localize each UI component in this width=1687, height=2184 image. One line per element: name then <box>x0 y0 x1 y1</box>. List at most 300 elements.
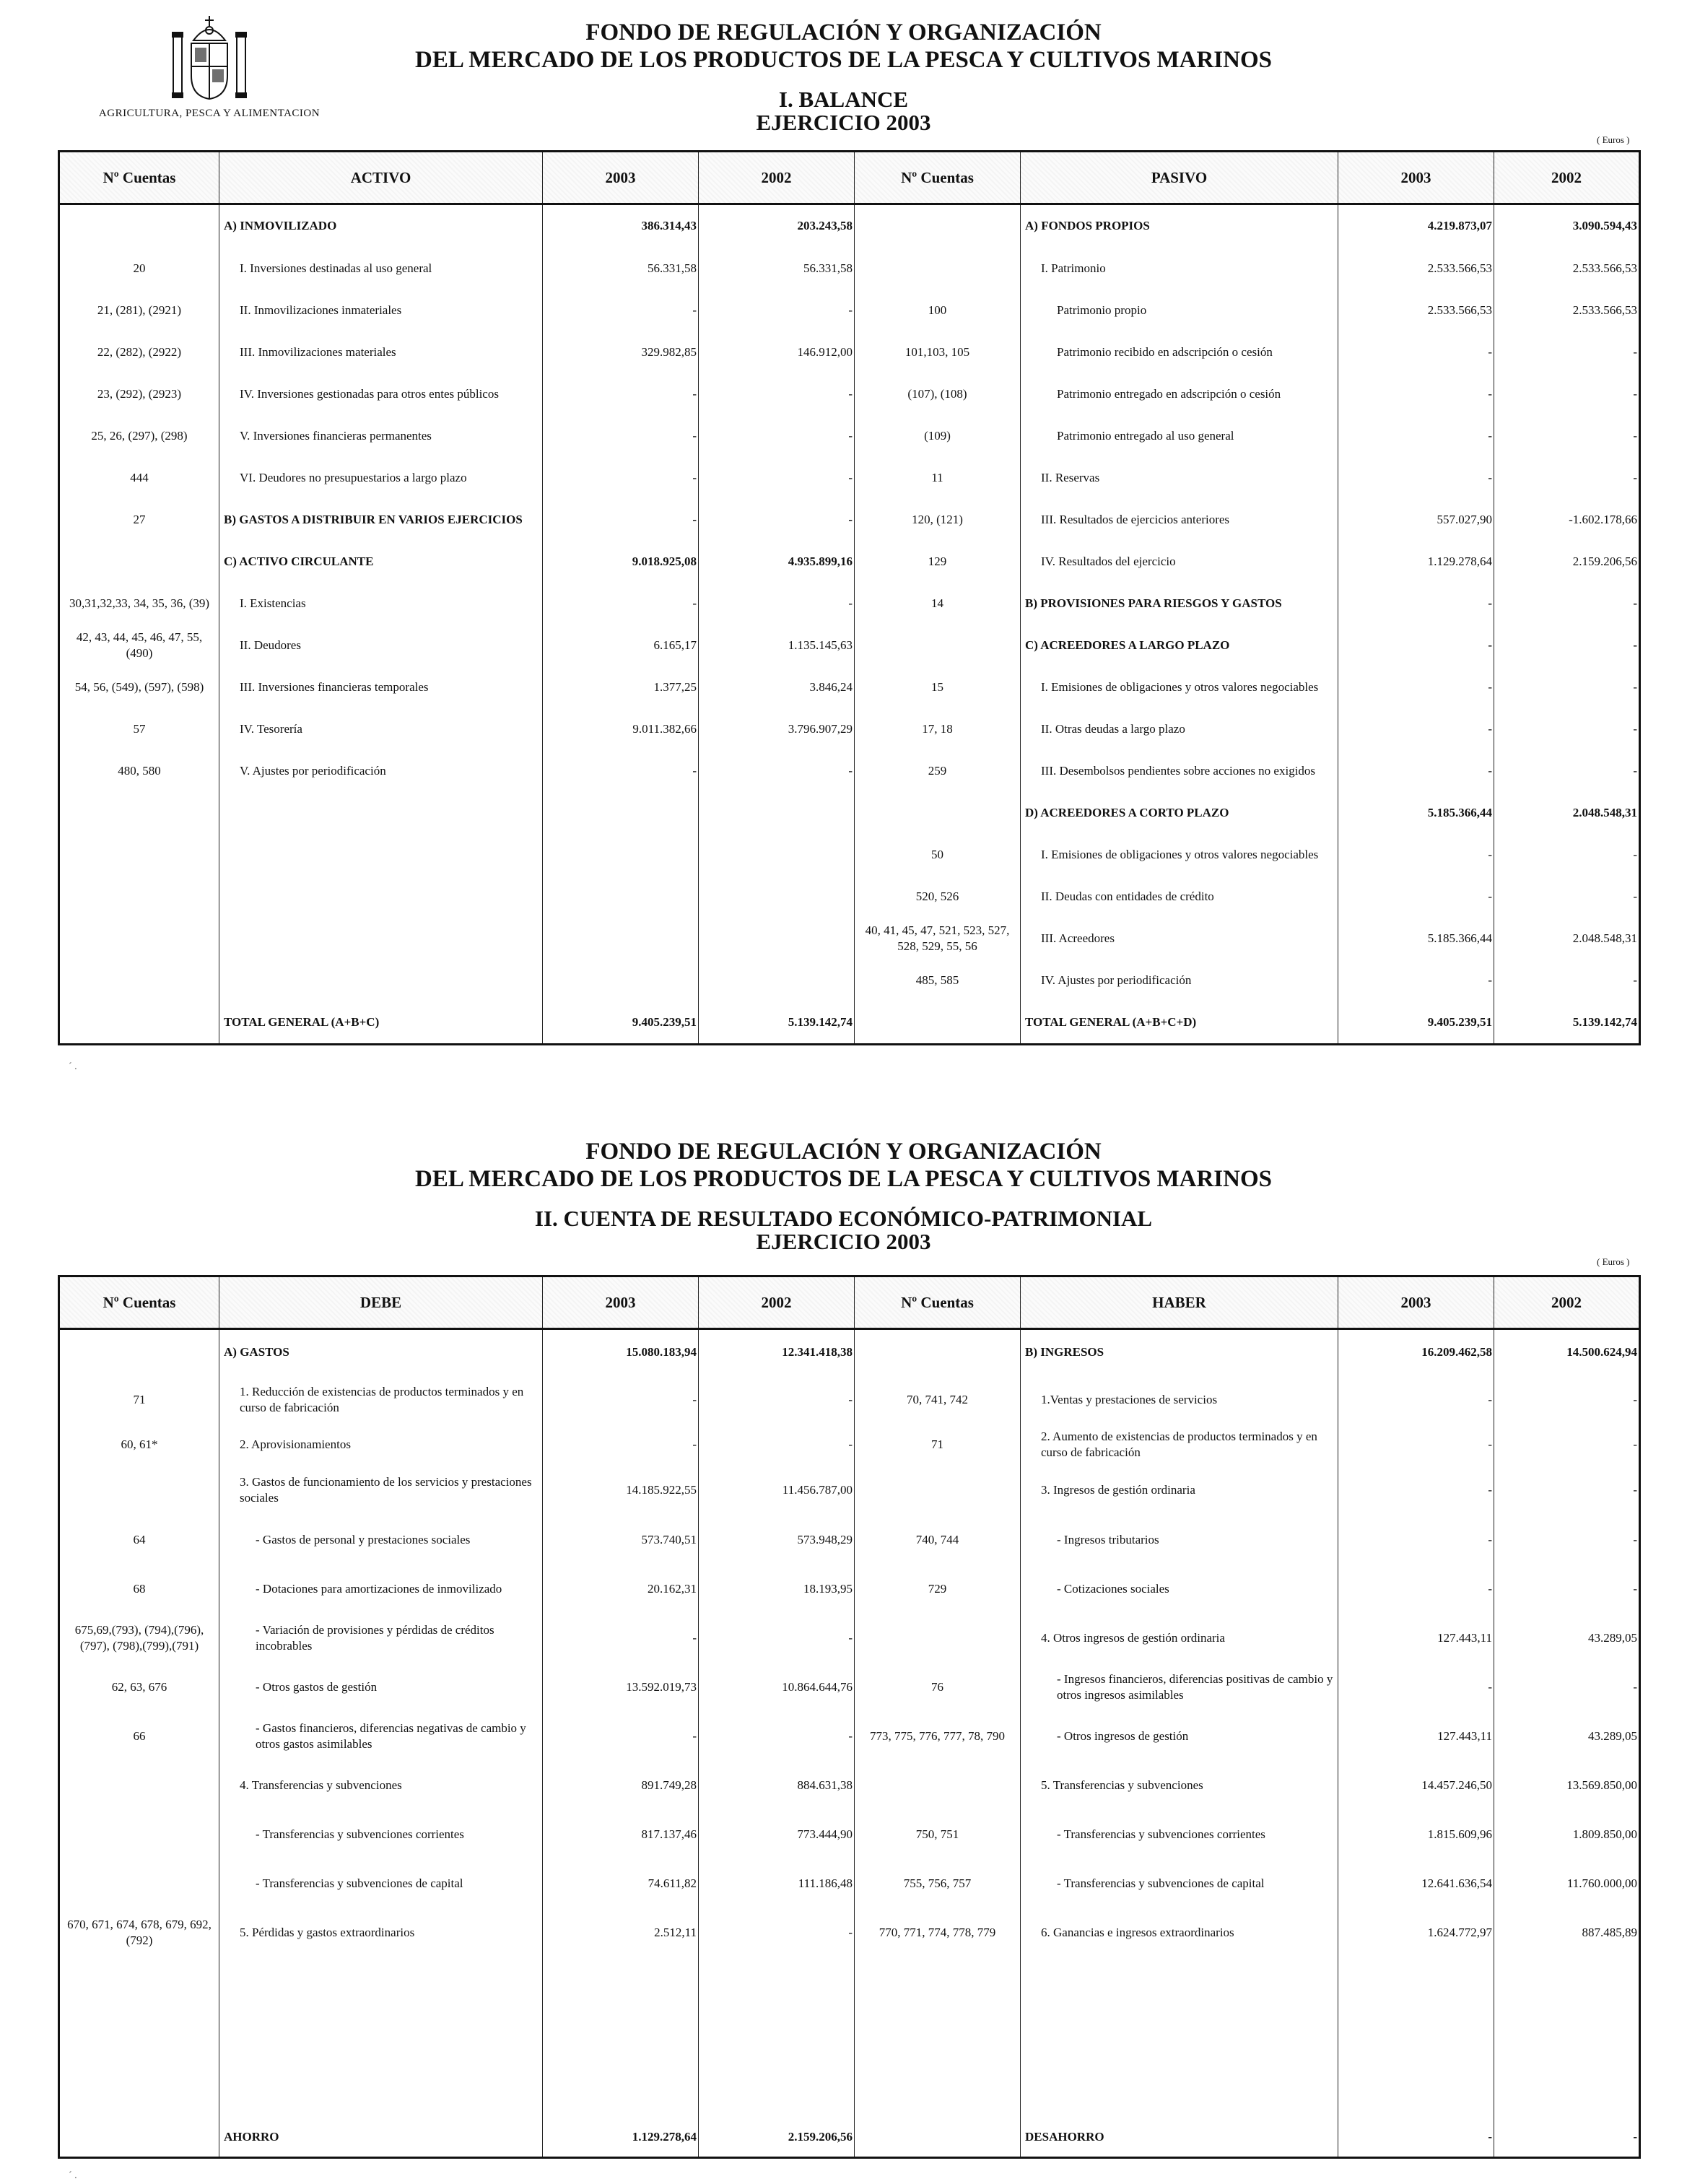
account-number: 21, (281), (2921) <box>59 290 219 331</box>
table-row <box>59 373 1640 415</box>
account-number <box>59 1329 219 1375</box>
value-2002 <box>699 876 855 918</box>
value-2002: - <box>1494 457 1640 499</box>
value-2003: - <box>1338 1424 1494 1465</box>
value-2002: 573.948,29 <box>699 1515 855 1565</box>
account-number: 64 <box>59 1515 219 1565</box>
account-number <box>855 1001 1021 1045</box>
value-2002: 56.331,58 <box>699 248 855 290</box>
value-2002: 2.533.566,53 <box>1494 248 1640 290</box>
balance-units: ( Euros ) <box>1597 134 1630 145</box>
value-2002: - <box>699 1614 855 1663</box>
table-row <box>59 415 1640 457</box>
value-2002: - <box>699 457 855 499</box>
account-number: 480, 580 <box>59 750 219 792</box>
value-2003: - <box>543 1424 699 1465</box>
line-label: 5. Transferencias y subvenciones <box>1021 1761 1338 1810</box>
value-2002: - <box>1494 625 1640 666</box>
value-2003: - <box>543 415 699 457</box>
value-2002 <box>699 960 855 1001</box>
table-row <box>59 204 1640 248</box>
value-2003: 9.405.239,51 <box>543 1001 699 1045</box>
value-2003: - <box>543 583 699 625</box>
value-2003: - <box>543 499 699 541</box>
value-2003: - <box>1338 666 1494 708</box>
line-label: V. Ajustes por periodificación <box>219 750 543 792</box>
balance-body <box>59 204 1640 1045</box>
line-label: III. Desembolsos pendientes sobre acciones no exigidos <box>1021 750 1338 792</box>
line-label: II. Inmovilizaciones inmateriales <box>219 290 543 331</box>
col-header: 2003 <box>543 152 699 204</box>
value-2002: 146.912,00 <box>699 331 855 373</box>
account-number <box>59 960 219 1001</box>
value-2002: - <box>1494 1424 1640 1465</box>
balance-title: I. BALANCE <box>778 87 909 112</box>
col-header: Nº Cuentas <box>855 152 1021 204</box>
account-number: 755, 756, 757 <box>855 1859 1021 1908</box>
org-name-line2: DEL MERCADO DE LOS PRODUCTOS DE LA PESCA Y CULTIVOS MARINOS <box>415 47 1272 73</box>
account-number <box>855 792 1021 834</box>
value-2003: 1.377,25 <box>543 666 699 708</box>
col-header: DEBE <box>219 1276 543 1329</box>
value-2003: - <box>1338 331 1494 373</box>
value-2002: - <box>1494 960 1640 1001</box>
value-2003: 13.592.019,73 <box>543 1663 699 1712</box>
line-label: 4. Transferencias y subvenciones <box>219 1761 543 1810</box>
table-row <box>59 1663 1640 1712</box>
line-label: - Variación de provisiones y pérdidas de créditos incobrables <box>219 1614 543 1663</box>
line-label: D) ACREEDORES A CORTO PLAZO <box>1021 792 1338 834</box>
line-label: - Transferencias y subvenciones de capital <box>1021 1859 1338 1908</box>
account-number: 23, (292), (2923) <box>59 373 219 415</box>
value-2003: - <box>1338 876 1494 918</box>
col-header: ACTIVO <box>219 152 543 204</box>
resultado-title: II. CUENTA DE RESULTADO ECONÓMICO-PATRIMONIAL <box>534 1206 1153 1231</box>
value-2002: - <box>699 583 855 625</box>
value-2003: 1.624.772,97 <box>1338 1908 1494 1957</box>
value-2003: - <box>543 1375 699 1424</box>
account-number: 750, 751 <box>855 1810 1021 1859</box>
line-label: - Dotaciones para amortizaciones de inmovilizado <box>219 1565 543 1614</box>
table-row <box>59 1001 1640 1045</box>
value-2002: 5.139.142,74 <box>1494 1001 1640 1045</box>
value-2002: 887.485,89 <box>1494 1908 1640 1957</box>
line-label: - Gastos de personal y prestaciones sociales <box>219 1515 543 1565</box>
col-header: PASIVO <box>1021 152 1338 204</box>
line-label: I. Inversiones destinadas al uso general <box>219 248 543 290</box>
value-2002: - <box>1494 876 1640 918</box>
line-label: II. Reservas <box>1021 457 1338 499</box>
value-2002 <box>699 918 855 960</box>
account-number <box>59 1810 219 1859</box>
line-label: - Transferencias y subvenciones de capital <box>219 1859 543 1908</box>
account-number: 101,103, 105 <box>855 331 1021 373</box>
line-label: II. Otras deudas a largo plazo <box>1021 708 1338 750</box>
table-row <box>59 1515 1640 1565</box>
value-2002: -1.602.178,66 <box>1494 499 1640 541</box>
account-number <box>59 1761 219 1810</box>
balance-header-row <box>59 152 1640 204</box>
value-2003: - <box>543 457 699 499</box>
line-label: B) GASTOS A DISTRIBUIR EN VARIOS EJERCICIOS <box>219 499 543 541</box>
account-number: 740, 744 <box>855 1515 1021 1565</box>
value-2002: 2.048.548,31 <box>1494 792 1640 834</box>
account-number: 120, (121) <box>855 499 1021 541</box>
line-label: - Transferencias y subvenciones corrientes <box>1021 1810 1338 1859</box>
account-number: 42, 43, 44, 45, 46, 47, 55, (490) <box>59 625 219 666</box>
account-number <box>855 1957 1021 2158</box>
value-2002: 43.289,05 <box>1494 1614 1640 1663</box>
table-row <box>59 876 1640 918</box>
value-2002: 11.456.787,00 <box>699 1465 855 1515</box>
value-2002: - <box>1494 1375 1640 1424</box>
account-number <box>855 625 1021 666</box>
account-number <box>59 918 219 960</box>
line-label: 3. Ingresos de gestión ordinaria <box>1021 1465 1338 1515</box>
line-label: TOTAL GENERAL (A+B+C) <box>219 1001 543 1045</box>
line-label: 1. Reducción de existencias de productos terminados y en curso de fabricación <box>219 1375 543 1424</box>
line-label <box>219 876 543 918</box>
account-number: 675,69,(793), (794),(796),(797), (798),(799),(791) <box>59 1614 219 1663</box>
account-number: 14 <box>855 583 1021 625</box>
table-row <box>59 834 1640 876</box>
value-2003: - <box>1338 1565 1494 1614</box>
table-row <box>59 1375 1640 1424</box>
line-label: II. Deudores <box>219 625 543 666</box>
account-number <box>855 1465 1021 1515</box>
table-row <box>59 541 1640 583</box>
account-number: 773, 775, 776, 777, 78, 790 <box>855 1712 1021 1761</box>
value-2003: - <box>543 750 699 792</box>
org-name-line1: FONDO DE REGULACIÓN Y ORGANIZACIÓN <box>585 19 1102 45</box>
value-2003: 9.018.925,08 <box>543 541 699 583</box>
col-header: 2003 <box>1338 152 1494 204</box>
table-row <box>59 960 1640 1001</box>
value-2003: - <box>1338 625 1494 666</box>
account-number: 70, 741, 742 <box>855 1375 1021 1424</box>
line-label: IV. Inversiones gestionadas para otros entes públicos <box>219 373 543 415</box>
value-2003: 6.165,17 <box>543 625 699 666</box>
account-number: 22, (282), (2922) <box>59 331 219 373</box>
account-number: 71 <box>855 1424 1021 1465</box>
col-header: 2003 <box>543 1276 699 1329</box>
line-label: I. Patrimonio <box>1021 248 1338 290</box>
value-2003: 16.209.462,58 <box>1338 1329 1494 1375</box>
table-row <box>59 1329 1640 1375</box>
account-number <box>855 1329 1021 1375</box>
col-header: 2002 <box>1494 1276 1640 1329</box>
account-number: 100 <box>855 290 1021 331</box>
account-number: 66 <box>59 1712 219 1761</box>
value-2002: 11.760.000,00 <box>1494 1859 1640 1908</box>
line-label: A) INMOVILIZADO <box>219 204 543 248</box>
value-2002: - <box>1494 415 1640 457</box>
value-2003: - <box>1338 1957 1494 2158</box>
line-label: III. Inversiones financieras temporales <box>219 666 543 708</box>
line-label: IV. Tesorería <box>219 708 543 750</box>
account-number: 27 <box>59 499 219 541</box>
account-number: 20 <box>59 248 219 290</box>
value-2003: - <box>1338 1663 1494 1712</box>
value-2003: 386.314,43 <box>543 204 699 248</box>
account-number <box>59 876 219 918</box>
value-2003: 5.185.366,44 <box>1338 918 1494 960</box>
account-number: 770, 771, 774, 778, 779 <box>855 1908 1021 1957</box>
value-2002: - <box>1494 666 1640 708</box>
value-2003: 573.740,51 <box>543 1515 699 1565</box>
resultado-units: ( Euros ) <box>1597 1256 1630 1267</box>
account-number <box>59 1957 219 2158</box>
account-number: 50 <box>855 834 1021 876</box>
resultado-body <box>59 1329 1640 2158</box>
value-2003: 891.749,28 <box>543 1761 699 1810</box>
line-label <box>219 918 543 960</box>
value-2002: 111.186,48 <box>699 1859 855 1908</box>
value-2002: 3.846,24 <box>699 666 855 708</box>
value-2003: 2.533.566,53 <box>1338 248 1494 290</box>
value-2003: 127.443,11 <box>1338 1712 1494 1761</box>
value-2003: 329.982,85 <box>543 331 699 373</box>
table-row <box>59 499 1640 541</box>
table-row <box>59 918 1640 960</box>
line-label: II. Deudas con entidades de crédito <box>1021 876 1338 918</box>
value-2002: 203.243,58 <box>699 204 855 248</box>
account-number: 62, 63, 676 <box>59 1663 219 1712</box>
value-2002: 12.341.418,38 <box>699 1329 855 1375</box>
value-2002: - <box>1494 834 1640 876</box>
value-2003 <box>543 792 699 834</box>
col-header: 2002 <box>1494 152 1640 204</box>
value-2003: 557.027,90 <box>1338 499 1494 541</box>
line-label: III. Acreedores <box>1021 918 1338 960</box>
line-label: VI. Deudores no presupuestarios a largo plazo <box>219 457 543 499</box>
resultado-year-title: EJERCICIO 2003 <box>756 1229 931 1254</box>
value-2002: - <box>1494 750 1640 792</box>
org-name-line1: FONDO DE REGULACIÓN Y ORGANIZACIÓN <box>585 1139 1102 1165</box>
value-2003: - <box>543 1712 699 1761</box>
line-label: 1.Ventas y prestaciones de servicios <box>1021 1375 1338 1424</box>
line-label: DESAHORRO <box>1021 1957 1338 2158</box>
value-2002: 4.935.899,16 <box>699 541 855 583</box>
account-number <box>59 1465 219 1515</box>
line-label: IV. Resultados del ejercicio <box>1021 541 1338 583</box>
value-2002: - <box>699 1375 855 1424</box>
value-2003: - <box>1338 1375 1494 1424</box>
table-row <box>59 331 1640 373</box>
value-2003: 2.512,11 <box>543 1908 699 1957</box>
account-number: 670, 671, 674, 678, 679, 692, (792) <box>59 1908 219 1957</box>
line-label: 5. Pérdidas y gastos extraordinarios <box>219 1908 543 1957</box>
account-number: 25, 26, (297), (298) <box>59 415 219 457</box>
line-label: A) GASTOS <box>219 1329 543 1375</box>
line-label: - Otros ingresos de gestión <box>1021 1712 1338 1761</box>
line-label: A) FONDOS PROPIOS <box>1021 204 1338 248</box>
account-number: 485, 585 <box>855 960 1021 1001</box>
account-number: 68 <box>59 1565 219 1614</box>
account-number: 76 <box>855 1663 1021 1712</box>
line-label <box>219 960 543 1001</box>
account-number: 60, 61* <box>59 1424 219 1465</box>
line-label: 4. Otros ingresos de gestión ordinaria <box>1021 1614 1338 1663</box>
value-2002: - <box>1494 1663 1640 1712</box>
line-label: Patrimonio entregado en adscripción o cesión <box>1021 373 1338 415</box>
line-label: C) ACREEDORES A LARGO PLAZO <box>1021 625 1338 666</box>
account-number: 444 <box>59 457 219 499</box>
col-header: HABER <box>1021 1276 1338 1329</box>
line-label: 6. Ganancias e ingresos extraordinarios <box>1021 1908 1338 1957</box>
line-label: AHORRO <box>219 1957 543 2158</box>
value-2003 <box>543 918 699 960</box>
account-number: 40, 41, 45, 47, 521, 523, 527, 528, 529, 55, 56 <box>855 918 1021 960</box>
value-2002: 10.864.644,76 <box>699 1663 855 1712</box>
table-row <box>59 1712 1640 1761</box>
line-label: - Transferencias y subvenciones corrientes <box>219 1810 543 1859</box>
value-2003: - <box>543 373 699 415</box>
line-label: 3. Gastos de funcionamiento de los servicios y prestaciones sociales <box>219 1465 543 1515</box>
line-label: - Gastos financieros, diferencias negativas de cambio y otros gastos asimilables <box>219 1712 543 1761</box>
value-2003 <box>543 834 699 876</box>
account-number <box>59 204 219 248</box>
value-2003: 14.185.922,55 <box>543 1465 699 1515</box>
line-label: 2. Aumento de existencias de productos terminados y en curso de fabricación <box>1021 1424 1338 1465</box>
table-row <box>59 1761 1640 1810</box>
value-2002: - <box>1494 331 1640 373</box>
line-label: IV. Ajustes por periodificación <box>1021 960 1338 1001</box>
ministry-name: AGRICULTURA, PESCA Y ALIMENTACION <box>98 108 321 119</box>
line-label: - Cotizaciones sociales <box>1021 1565 1338 1614</box>
value-2003: 12.641.636,54 <box>1338 1859 1494 1908</box>
line-label: Patrimonio entregado al uso general <box>1021 415 1338 457</box>
table-row <box>59 457 1640 499</box>
account-number: (109) <box>855 415 1021 457</box>
col-header: Nº Cuentas <box>59 1276 219 1329</box>
account-number <box>855 1614 1021 1663</box>
line-label: Patrimonio propio <box>1021 290 1338 331</box>
line-label: III. Inmovilizaciones materiales <box>219 331 543 373</box>
value-2003: - <box>1338 834 1494 876</box>
value-2003 <box>543 876 699 918</box>
line-label: III. Resultados de ejercicios anteriores <box>1021 499 1338 541</box>
account-number <box>855 1761 1021 1810</box>
value-2002: - <box>699 415 855 457</box>
value-2002: - <box>1494 1565 1640 1614</box>
value-2002: - <box>699 750 855 792</box>
account-number <box>855 204 1021 248</box>
value-2002 <box>699 792 855 834</box>
line-label: - Otros gastos de gestión <box>219 1663 543 1712</box>
table-row <box>59 1465 1640 1515</box>
value-2003: 127.443,11 <box>1338 1614 1494 1663</box>
value-2003: - <box>1338 1515 1494 1565</box>
value-2003: - <box>1338 415 1494 457</box>
value-2002: 5.139.142,74 <box>699 1001 855 1045</box>
value-2002: - <box>1494 1465 1640 1515</box>
line-label: I. Existencias <box>219 583 543 625</box>
value-2003: 1.129.278,64 <box>1338 541 1494 583</box>
account-number: 17, 18 <box>855 708 1021 750</box>
value-2003: - <box>1338 960 1494 1001</box>
account-number <box>59 1859 219 1908</box>
account-number: 57 <box>59 708 219 750</box>
value-2002: - <box>1494 583 1640 625</box>
value-2003: - <box>543 290 699 331</box>
line-label <box>219 834 543 876</box>
line-label: I. Emisiones de obligaciones y otros valores negociables <box>1021 666 1338 708</box>
table-row <box>59 1424 1640 1465</box>
value-2003 <box>543 960 699 1001</box>
line-label: 2. Aprovisionamientos <box>219 1424 543 1465</box>
resultado-header-row <box>59 1276 1640 1329</box>
value-2003: - <box>1338 583 1494 625</box>
value-2003: 20.162,31 <box>543 1565 699 1614</box>
line-label: Patrimonio recibido en adscripción o cesión <box>1021 331 1338 373</box>
value-2003: - <box>1338 457 1494 499</box>
value-2003: 9.405.239,51 <box>1338 1001 1494 1045</box>
line-label: B) INGRESOS <box>1021 1329 1338 1375</box>
value-2003: 9.011.382,66 <box>543 708 699 750</box>
value-2003: - <box>1338 373 1494 415</box>
col-header: 2003 <box>1338 1276 1494 1329</box>
value-2003: 14.457.246,50 <box>1338 1761 1494 1810</box>
col-header: Nº Cuentas <box>59 152 219 204</box>
line-label: - Ingresos financieros, diferencias positivas de cambio y otros ingresos asimilables <box>1021 1663 1338 1712</box>
value-2003: 2.533.566,53 <box>1338 290 1494 331</box>
account-number: 520, 526 <box>855 876 1021 918</box>
account-number: 259 <box>855 750 1021 792</box>
table-row <box>59 1908 1640 1957</box>
value-2003: - <box>1338 708 1494 750</box>
value-2002: 43.289,05 <box>1494 1712 1640 1761</box>
table-row <box>59 792 1640 834</box>
value-2002: 3.090.594,43 <box>1494 204 1640 248</box>
value-2003: - <box>1338 750 1494 792</box>
balance-title-block <box>0 19 1687 134</box>
table-row <box>59 625 1640 666</box>
line-label: B) PROVISIONES PARA RIESGOS Y GASTOS <box>1021 583 1338 625</box>
value-2002: 2.533.566,53 <box>1494 290 1640 331</box>
value-2003: 74.611,82 <box>543 1859 699 1908</box>
line-label: I. Emisiones de obligaciones y otros valores negociables <box>1021 834 1338 876</box>
value-2003: 15.080.183,94 <box>543 1329 699 1375</box>
table-row <box>59 666 1640 708</box>
value-2002: - <box>1494 708 1640 750</box>
value-2002: 1.809.850,00 <box>1494 1810 1640 1859</box>
scan-mark: ˊ . <box>69 2170 77 2181</box>
value-2002: 1.135.145,63 <box>699 625 855 666</box>
value-2003: - <box>543 1614 699 1663</box>
account-number: 54, 56, (549), (597), (598) <box>59 666 219 708</box>
line-label <box>219 792 543 834</box>
value-2002: - <box>699 1908 855 1957</box>
table-row <box>59 1859 1640 1908</box>
value-2002: - <box>699 1712 855 1761</box>
account-number: 30,31,32,33, 34, 35, 36, (39) <box>59 583 219 625</box>
value-2002: - <box>1494 373 1640 415</box>
account-number: (107), (108) <box>855 373 1021 415</box>
value-2003: 5.185.366,44 <box>1338 792 1494 834</box>
value-2002 <box>699 834 855 876</box>
table-row <box>59 248 1640 290</box>
value-2002: 884.631,38 <box>699 1761 855 1810</box>
value-2002: - <box>1494 1957 1640 2158</box>
line-label: TOTAL GENERAL (A+B+C+D) <box>1021 1001 1338 1045</box>
col-header: Nº Cuentas <box>855 1276 1021 1329</box>
account-number <box>59 792 219 834</box>
table-row <box>59 750 1640 792</box>
value-2002: - <box>1494 1515 1640 1565</box>
table-row <box>59 290 1640 331</box>
value-2002: 14.500.624,94 <box>1494 1329 1640 1375</box>
